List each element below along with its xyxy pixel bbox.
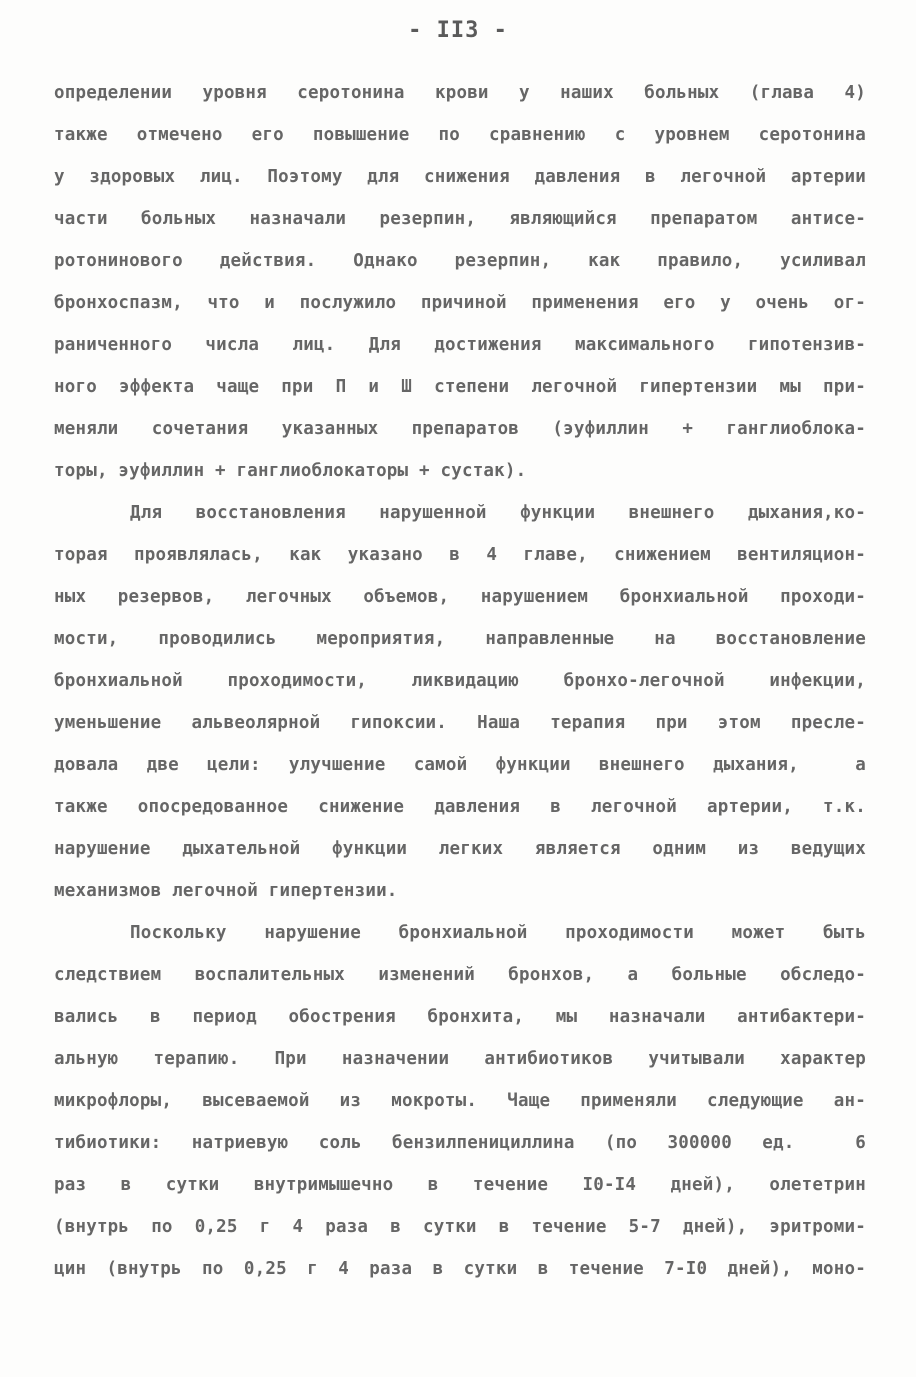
text-line: уменьшение альвеолярной гипоксии. Наша терапия при этом пресле- [54, 713, 866, 733]
text-line: у здоровых лиц. Поэтому для снижения давления в легочной артерии [54, 167, 866, 187]
text-line: цин (внутрь по 0,25 г 4 раза в сутки в течение 7-I0 дней), моно- [54, 1259, 866, 1279]
paragraph [54, 912, 866, 1290]
text-line: части больных назначали резерпин, являющийся препаратом антисе- [54, 209, 866, 229]
text-line: меняли сочетания указанных препаратов (эуфиллин + ганглиоблока- [54, 419, 866, 439]
text-line: вались в период обострения бронхита, мы назначали антибактери- [54, 1007, 866, 1027]
text-line: раниченного числа лиц. Для достижения максимального гипотензив- [54, 335, 866, 355]
text-line: также отмечено его повышение по сравнению с уровнем серотонина [54, 125, 866, 145]
text-line: альную терапию. При назначении антибиотиков учитывали характер [54, 1049, 866, 1069]
text-line: определении уровня серотонина крови у наших больных (глава 4) [54, 83, 866, 103]
text-line: мости, проводились мероприятия, направленные на восстановление [54, 629, 866, 649]
text-line: торая проявлялась, как указано в 4 главе, снижением вентиляцион- [54, 545, 866, 565]
text-line: раз в сутки внутримышечно в течение I0-I4 дней), олететрин [54, 1175, 866, 1195]
body-text [54, 72, 866, 1290]
page-number: - II3 - [408, 18, 508, 43]
text-line: ных резервов, легочных объемов, нарушением бронхиальной проходи- [54, 587, 866, 607]
paragraph [54, 492, 866, 912]
text-line: бронхиальной проходимости, ликвидацию бронхо-легочной инфекции, [54, 671, 866, 691]
text-line: Для восстановления нарушенной функции внешнего дыхания,ко- [130, 503, 866, 523]
text-line: следствием воспалительных изменений бронхов, а больные обследо- [54, 965, 866, 985]
text-line: (внутрь по 0,25 г 4 раза в сутки в течение 5-7 дней), эритроми- [54, 1217, 866, 1237]
text-line: нарушение дыхательной функции легких является одним из ведущих [54, 839, 866, 859]
text-line: механизмов легочной гипертензии. [54, 881, 398, 901]
text-line: микрофлоры, высеваемой из мокроты. Чаще применяли следующие ан- [54, 1091, 866, 1111]
text-line: ного эффекта чаще при П и Ш степени легочной гипертензии мы при- [54, 377, 866, 397]
text-line: торы, эуфиллин + ганглиоблокаторы + сустак). [54, 461, 527, 481]
text-line: ротонинового действия. Однако резерпин, как правило, усиливал [54, 251, 866, 271]
text-line: Поскольку нарушение бронхиальной проходимости может быть [130, 923, 866, 943]
text-line: довала две цели: улучшение самой функции внешнего дыхания, а [54, 755, 866, 775]
text-line: тибиотики: натриевую соль бензилпенициллина (по 300000 ед. 6 [54, 1133, 866, 1153]
text-line: бронхоспазм, что и послужило причиной применения его у очень ог- [54, 293, 866, 313]
paragraph [54, 72, 866, 492]
text-line: также опосредованное снижение давления в легочной артерии, т.к. [54, 797, 866, 817]
